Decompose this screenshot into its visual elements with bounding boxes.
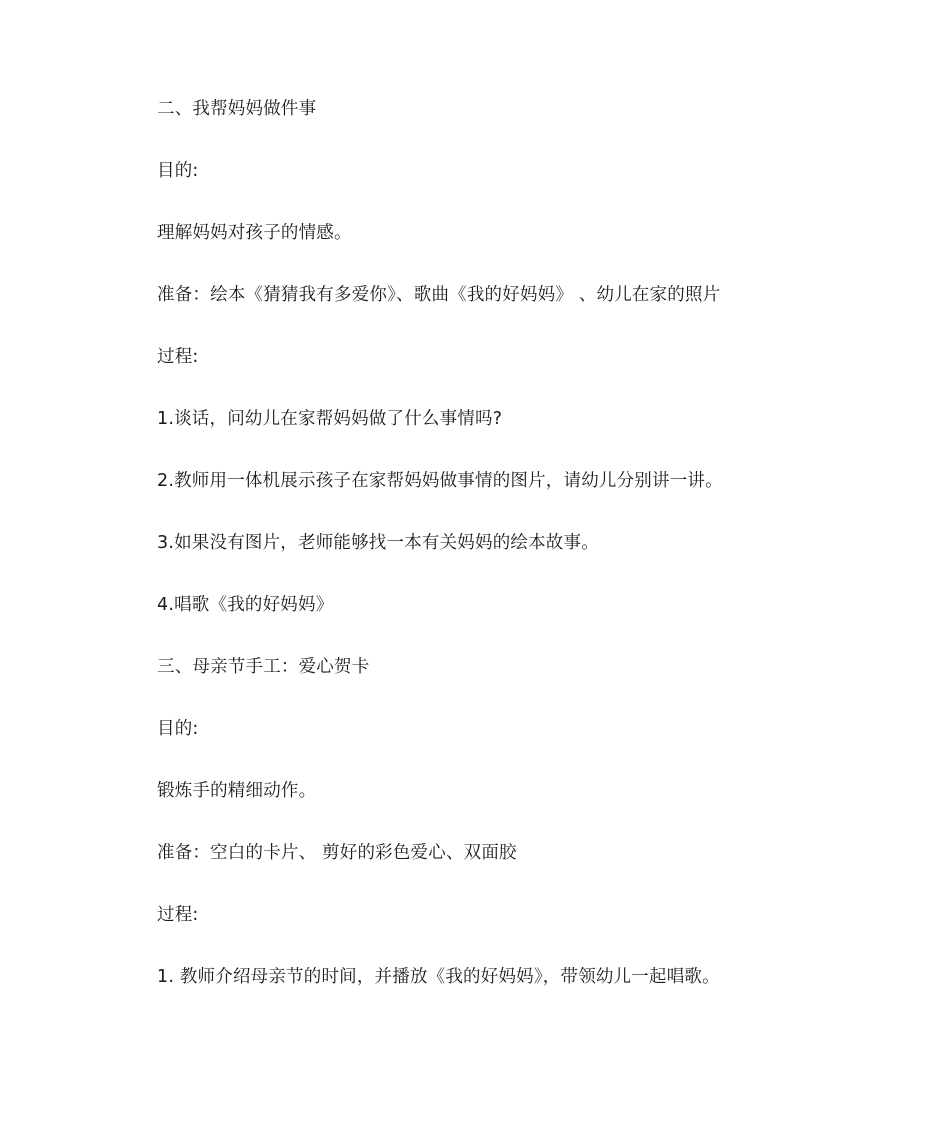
- section-heading-card-craft: 三、母亲节手工：爱心贺卡: [157, 657, 370, 677]
- process-step-1: 1.谈话，问幼儿在家帮妈妈做了什么事情吗?: [157, 409, 503, 429]
- process-step-3: 3.如果没有图片，老师能够找一本有关妈妈的绘本故事。: [157, 533, 599, 553]
- process-label-2: 过程:: [157, 905, 199, 925]
- section-heading-help-mom: 二、我帮妈妈做件事: [157, 99, 317, 119]
- process-step-4: 4.唱歌《我的好妈妈》: [157, 595, 334, 615]
- process-label: 过程:: [157, 347, 199, 367]
- preparation-text-2: 准备：空白的卡片、 剪好的彩色爱心、双面胶: [157, 843, 517, 863]
- goal-label: 目的:: [157, 161, 199, 181]
- goal-text-2: 锻炼手的精细动作。: [157, 781, 317, 801]
- process-step-1-2: 1. 教师介绍母亲节的时间，并播放《我的好妈妈》，带领幼儿一起唱歌。: [157, 967, 720, 987]
- process-step-2: 2.教师用一体机展示孩子在家帮妈妈做事情的图片，请幼儿分别讲一讲。: [157, 471, 723, 491]
- goal-text: 理解妈妈对孩子的情感。: [157, 223, 352, 243]
- preparation-text: 准备：绘本《猜猜我有多爱你》、歌曲《我的好妈妈》 、幼儿在家的照片: [157, 285, 721, 305]
- goal-label-2: 目的:: [157, 719, 199, 739]
